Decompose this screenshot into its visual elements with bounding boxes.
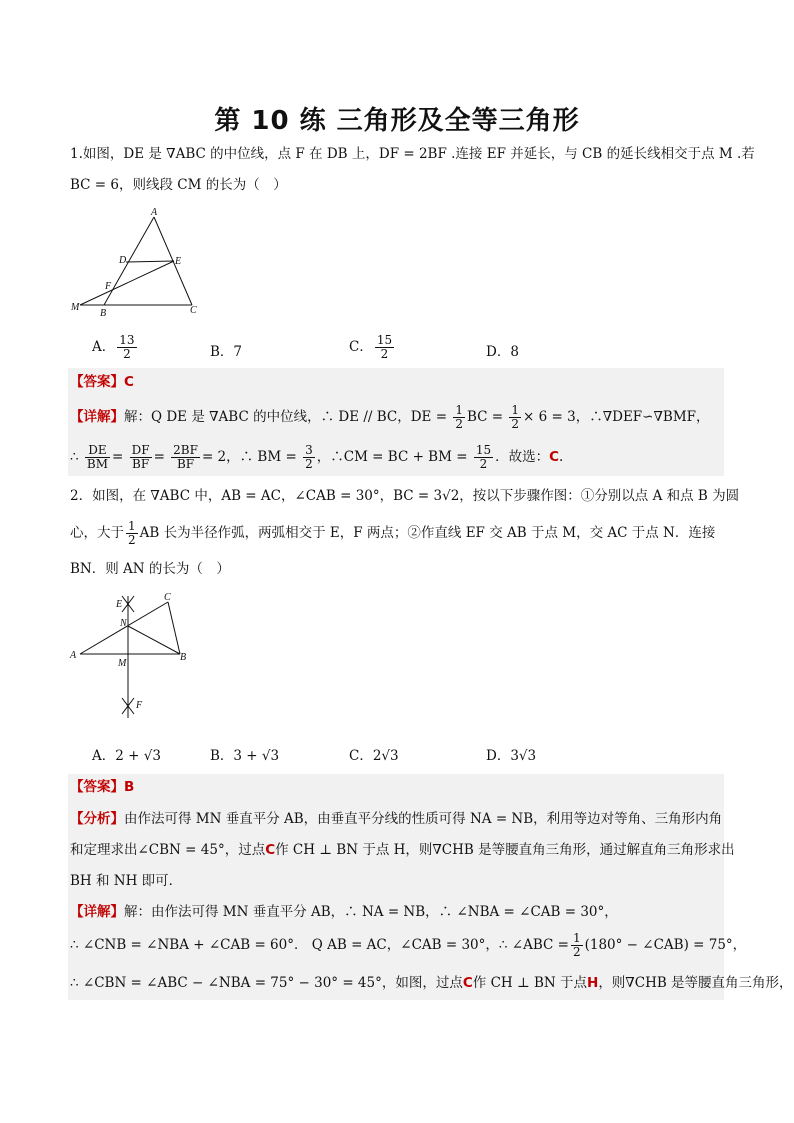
edge-me bbox=[80, 261, 174, 305]
fig1-label-b: B bbox=[100, 308, 107, 319]
fig2-label-n: N bbox=[120, 618, 127, 629]
analysis-label: 【分析】 bbox=[70, 811, 124, 827]
q2-construction-figure bbox=[66, 588, 206, 723]
q2-option-d[interactable]: D．3√3 bbox=[486, 748, 537, 764]
q2-stem-line-1: 2．如图，在 ∇ABC 中，AB = AC，∠CAB = 30°，BC = 3√2，按以下步骤作图：①分别以点 A 和点 B 为圆 bbox=[70, 488, 740, 504]
q1-answer-line bbox=[70, 373, 728, 391]
detail-label: 【详解】 bbox=[70, 409, 124, 425]
q2-option-c[interactable]: C．2√3 bbox=[349, 748, 399, 764]
fraction-1-2: $\frac{1}{2}$ bbox=[128, 519, 136, 547]
fig2-label-a: A bbox=[70, 650, 77, 661]
fig1-label-c: C bbox=[190, 305, 197, 316]
answer-label: 【答案】 bbox=[70, 374, 124, 390]
q2-analysis-line-3: BH 和 NH 即可． bbox=[70, 873, 183, 889]
fig2-label-e: E bbox=[116, 599, 123, 610]
q1-detail-line-1: 【详解】解：Q DE 是 ∇ABC 的中位线，∴ DE // BC，DE = $\frac{1}{2}$ BC = $\frac{1}{2}$ × 6 = 3，∴∇DEF∽∇BMF， bbox=[70, 403, 710, 431]
option-c-letter: C． bbox=[349, 339, 373, 355]
q2-detail-line-1: 【详解】解：由作法可得 MN 垂直平分 AB，∴ NA = NB，∴ ∠NBA = ∠CAB = 30°， bbox=[70, 904, 618, 920]
fraction-13-2: $\frac{13}{2}$ bbox=[119, 333, 135, 361]
q2-answer-line: 【答案】B bbox=[70, 779, 135, 795]
q1-option-b[interactable]: B．7 bbox=[210, 344, 243, 360]
q2-detail-line-3: ∴ ∠CBN = ∠ABC − ∠NBA = 75° − 30° = 45°，如图，过点C作 CH ⊥ BN 于点H，则∇CHB 是等腰直角三角形， bbox=[70, 975, 793, 991]
q1-option-a[interactable] bbox=[92, 334, 139, 361]
edge-ab bbox=[104, 217, 154, 305]
q2-stem-line-3: BN．则 AN 的长为（ ） bbox=[70, 561, 230, 577]
edge-de bbox=[126, 261, 174, 262]
fig1-label-d: D bbox=[119, 255, 127, 266]
option-a-letter: A． bbox=[92, 339, 116, 355]
q2-analysis-line-2: 和定理求出∠CBN = 45°，过点C作 CH ⊥ BN 于点 H，则∇CHB 是等腰直角三角形，通过解直角三角形求出 bbox=[70, 842, 735, 858]
fig1-label-a: A bbox=[151, 207, 158, 218]
page-title: 第 10 练 三角形及全等三角形 bbox=[214, 106, 580, 136]
q2-option-b[interactable]: B．3 + √3 bbox=[210, 748, 280, 764]
fig1-label-m: M bbox=[71, 302, 80, 313]
q2-option-a[interactable]: A．2 + √3 bbox=[92, 748, 161, 764]
edge-nb bbox=[128, 626, 180, 654]
q2-analysis-line-1: 【分析】由作法可得 MN 垂直平分 AB，由垂直平分线的性质可得 NA = NB，利用等边对等角、三角形内角 bbox=[70, 811, 723, 827]
fig2-label-m: M bbox=[118, 658, 127, 669]
fig2-label-c: C bbox=[164, 592, 171, 603]
q1-option-c[interactable] bbox=[349, 334, 396, 361]
fig1-label-e: E bbox=[175, 256, 182, 267]
answer-value: C bbox=[124, 374, 134, 390]
q1-detail-line-2: ∴ $\frac{DE}{BM}$ = $\frac{DF}{BF}$ = $\frac{2BF}{BF}$ = 2，∴ BM = $\frac{3}{2}$ ，∴CM = BC + BM = $\frac{15}{2}$ ．故选：C. bbox=[70, 443, 564, 471]
fig2-label-f: F bbox=[136, 700, 143, 711]
q1-triangle-figure bbox=[68, 205, 208, 320]
edge-bc bbox=[168, 602, 180, 654]
q2-detail-line-2: ∴ ∠CNB = ∠NBA + ∠CAB = 60°． Q AB = AC，∠CAB = 30°，∴ ∠ABC = $\frac{1}{2}$ (180° − ∠CAB) = 75°， bbox=[70, 931, 747, 959]
fraction-15-2: $\frac{15}{2}$ bbox=[376, 333, 393, 361]
fig2-label-b: B bbox=[180, 652, 187, 663]
q2-stem-line-2: 心，大于 $\frac{1}{2}$ AB 长为半径作弧，两弧相交于 E，F 两点；②作直线 EF 交 AB 于点 M，交 AC 于点 N．连接 bbox=[70, 519, 716, 547]
fig1-label-f: F bbox=[105, 281, 112, 292]
q1-stem-line-2: BC = 6，则线段 CM 的长为（ ） bbox=[70, 177, 287, 193]
q1-stem-line-1: 1.如图，DE 是 ∇ABC 的中位线，点 F 在 DB 上，DF = 2BF .连接 EF 并延长，与 CB 的延长线相交于点 M .若 bbox=[70, 146, 755, 162]
q1-option-d[interactable]: D．8 bbox=[486, 344, 519, 360]
